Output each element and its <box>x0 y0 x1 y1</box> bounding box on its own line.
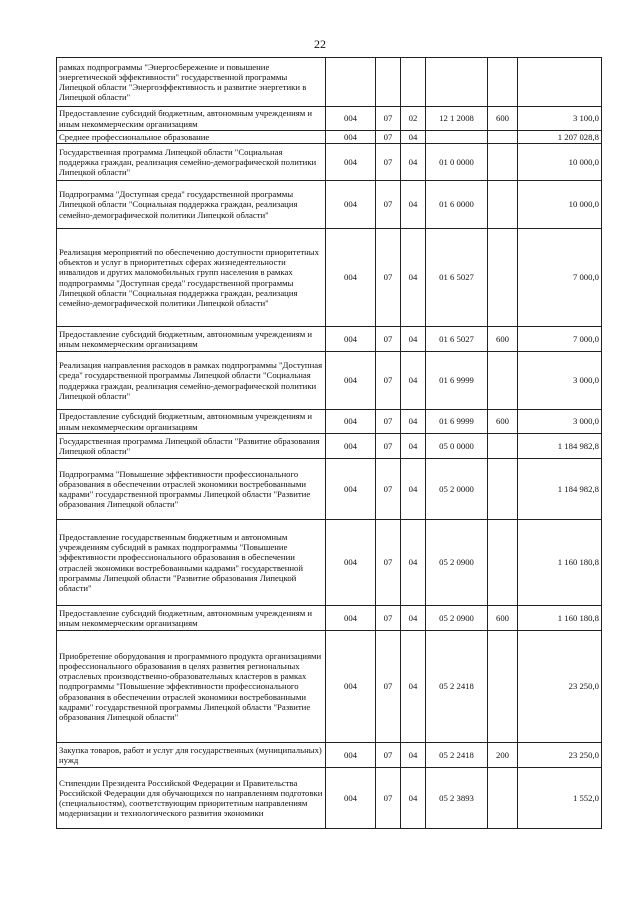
table-row <box>57 459 602 520</box>
cell-subsection-code: 04 <box>401 410 426 434</box>
cell-name: Государственная программа Липецкой области "Развитие образования Липецкой области" <box>57 434 326 459</box>
table-row <box>57 131 602 144</box>
cell-subsection-code: 04 <box>401 631 426 743</box>
cell-expense-type <box>488 181 518 229</box>
cell-expense-type <box>488 434 518 459</box>
cell-target-item <box>426 58 488 107</box>
table-row <box>57 181 602 229</box>
cell-ministry-code: 004 <box>326 229 376 327</box>
page-number: 22 <box>314 37 326 51</box>
cell-name: Предоставление субсидий бюджетным, автономным учреждениям и иным некоммерческим организациям <box>57 410 326 434</box>
cell-section-code: 07 <box>376 144 401 181</box>
cell-name: Предоставление субсидий бюджетным, автономным учреждениям и иным некоммерческим организациям <box>57 327 326 352</box>
cell-expense-type <box>488 631 518 743</box>
cell-ministry-code: 004 <box>326 606 376 631</box>
cell-ministry-code: 004 <box>326 631 376 743</box>
cell-expense-type: 200 <box>488 743 518 768</box>
cell-section-code: 07 <box>376 631 401 743</box>
cell-amount: 3 000,0 <box>518 410 602 434</box>
cell-amount <box>518 58 602 107</box>
cell-subsection-code: 04 <box>401 144 426 181</box>
cell-target-item: 05 2 2418 <box>426 631 488 743</box>
cell-name: Государственная программа Липецкой области "Социальная поддержка граждан, реализация семейно-демографической политики Липецкой области" <box>57 144 326 181</box>
cell-name: Предоставление субсидий бюджетным, автономным учреждениям и иным некоммерческим организациям <box>57 107 326 131</box>
cell-expense-type <box>488 352 518 410</box>
cell-section-code: 07 <box>376 352 401 410</box>
cell-ministry-code: 004 <box>326 768 376 829</box>
cell-ministry-code <box>326 58 376 107</box>
cell-expense-type <box>488 229 518 327</box>
cell-target-item: 05 2 0000 <box>426 459 488 520</box>
cell-section-code: 07 <box>376 768 401 829</box>
cell-expense-type <box>488 768 518 829</box>
cell-ministry-code: 004 <box>326 410 376 434</box>
cell-amount: 1 160 180,8 <box>518 606 602 631</box>
cell-target-item: 05 2 0900 <box>426 606 488 631</box>
cell-name: Приобретение оборудования и программного продукта организациями профессионального образования в целях развития региональных отраслевых производственно-образовательных кластеров в рамках подпрограммы "Повышение эффективности профессионального образования в обеспечении отраслей экономики востребованными кадрами" государственной программы Липецкой области "Развитие образования Липецкой области" <box>57 631 326 743</box>
cell-section-code: 07 <box>376 520 401 606</box>
cell-name: Стипендии Президента Российской Федерации и Правительства Российской Федерации для обучающихся по направлениям подготовки (специальностям), соответствующим приоритетным направлениям модернизации и технологического развития экономики <box>57 768 326 829</box>
cell-target-item: 01 6 9999 <box>426 352 488 410</box>
cell-amount: 1 184 982,8 <box>518 459 602 520</box>
cell-amount: 3 100,0 <box>518 107 602 131</box>
table-row <box>57 58 602 107</box>
cell-subsection-code: 02 <box>401 107 426 131</box>
cell-subsection-code: 04 <box>401 229 426 327</box>
cell-target-item: 05 0 0000 <box>426 434 488 459</box>
cell-section-code: 07 <box>376 131 401 144</box>
cell-ministry-code: 004 <box>326 520 376 606</box>
cell-amount: 10 000,0 <box>518 181 602 229</box>
cell-subsection-code: 04 <box>401 181 426 229</box>
cell-amount: 23 250,0 <box>518 743 602 768</box>
cell-name: Закупка товаров, работ и услуг для государственных (муниципальных) нужд <box>57 743 326 768</box>
cell-target-item: 05 2 2418 <box>426 743 488 768</box>
table-row <box>57 520 602 606</box>
cell-subsection-code: 04 <box>401 606 426 631</box>
cell-ministry-code: 004 <box>326 327 376 352</box>
cell-ministry-code: 004 <box>326 743 376 768</box>
cell-target-item: 01 0 0000 <box>426 144 488 181</box>
table-row <box>57 768 602 829</box>
table-row <box>57 434 602 459</box>
cell-section-code <box>376 58 401 107</box>
table-row <box>57 107 602 131</box>
cell-amount: 23 250,0 <box>518 631 602 743</box>
cell-amount: 10 000,0 <box>518 144 602 181</box>
cell-expense-type <box>488 520 518 606</box>
cell-subsection-code: 04 <box>401 327 426 352</box>
cell-section-code: 07 <box>376 410 401 434</box>
cell-expense-type: 600 <box>488 327 518 352</box>
cell-section-code: 07 <box>376 434 401 459</box>
cell-name: Предоставление субсидий бюджетным, автономным учреждениям и иным некоммерческим организациям <box>57 606 326 631</box>
cell-expense-type <box>488 58 518 107</box>
cell-section-code: 07 <box>376 606 401 631</box>
cell-subsection-code <box>401 58 426 107</box>
cell-name: Подпрограмма "Доступная среда" государственной программы Липецкой области "Социальная поддержка граждан, реализация семейно-демографической политики Липецкой области" <box>57 181 326 229</box>
table-row <box>57 410 602 434</box>
cell-ministry-code: 004 <box>326 459 376 520</box>
cell-name: Среднее профессиональное образование <box>57 131 326 144</box>
cell-target-item: 01 6 9999 <box>426 410 488 434</box>
cell-ministry-code: 004 <box>326 434 376 459</box>
cell-target-item: 01 6 0000 <box>426 181 488 229</box>
budget-table <box>56 57 602 829</box>
cell-target-item: 01 6 5027 <box>426 327 488 352</box>
cell-amount: 1 160 180,8 <box>518 520 602 606</box>
cell-target-item: 01 6 5027 <box>426 229 488 327</box>
cell-name: Подпрограмма "Повышение эффективности профессионального образования в обеспечении отраслей экономики востребованными кадрами" государственной программы Липецкой области "Развитие образования Липецкой области" <box>57 459 326 520</box>
cell-section-code: 07 <box>376 181 401 229</box>
table-row <box>57 631 602 743</box>
cell-ministry-code: 004 <box>326 144 376 181</box>
cell-expense-type <box>488 144 518 181</box>
table-row <box>57 144 602 181</box>
cell-section-code: 07 <box>376 327 401 352</box>
cell-amount: 7 000,0 <box>518 327 602 352</box>
cell-subsection-code: 04 <box>401 520 426 606</box>
cell-target-item: 12 1 2008 <box>426 107 488 131</box>
cell-subsection-code: 04 <box>401 768 426 829</box>
cell-ministry-code: 004 <box>326 352 376 410</box>
cell-expense-type: 600 <box>488 606 518 631</box>
cell-ministry-code: 004 <box>326 107 376 131</box>
cell-expense-type <box>488 131 518 144</box>
table-row <box>57 743 602 768</box>
cell-name: Реализация направления расходов в рамках подпрограммы "Доступная среда" государственной программы Липецкой области "Социальная поддержка граждан, реализация семейно-демографической политики Липецкой области" <box>57 352 326 410</box>
cell-amount: 7 000,0 <box>518 229 602 327</box>
budget-table-body <box>57 58 602 829</box>
cell-ministry-code: 004 <box>326 181 376 229</box>
cell-subsection-code: 04 <box>401 743 426 768</box>
cell-section-code: 07 <box>376 743 401 768</box>
cell-amount: 1 207 028,8 <box>518 131 602 144</box>
cell-subsection-code: 04 <box>401 131 426 144</box>
cell-name: Реализация мероприятий по обеспечению доступности приоритетных объектов и услуг в приоритетных сферах жизнедеятельности инвалидов и других маломобильных групп населения в рамках подпрограммы "Доступная среда" государственной программы Липецкой области "Социальная поддержка граждан, реализация семейно-демографической политики Липецкой области" <box>57 229 326 327</box>
cell-subsection-code: 04 <box>401 352 426 410</box>
cell-target-item: 05 2 0900 <box>426 520 488 606</box>
cell-name: рамках подпрограммы "Энергосбережение и повышение энергетической эффективности" государственной программы Липецкой области "Энергоэффективность и развитие энергетики в Липецкой области" <box>57 58 326 107</box>
cell-amount: 1 552,0 <box>518 768 602 829</box>
cell-section-code: 07 <box>376 229 401 327</box>
cell-target-item <box>426 131 488 144</box>
cell-section-code: 07 <box>376 459 401 520</box>
cell-section-code: 07 <box>376 107 401 131</box>
cell-expense-type: 600 <box>488 107 518 131</box>
cell-expense-type <box>488 459 518 520</box>
cell-expense-type: 600 <box>488 410 518 434</box>
cell-name: Предоставление государственным бюджетным и автономным учреждениям субсидий в рамках подпрограммы "Повышение эффективности профессионального образования в обеспечении отраслей экономики востребованными кадрами" государственной программы Липецкой области "Развитие образования Липецкой области" <box>57 520 326 606</box>
table-row <box>57 352 602 410</box>
cell-ministry-code: 004 <box>326 131 376 144</box>
cell-amount: 1 184 982,8 <box>518 434 602 459</box>
table-row <box>57 606 602 631</box>
table-row <box>57 229 602 327</box>
cell-subsection-code: 04 <box>401 434 426 459</box>
table-row <box>57 327 602 352</box>
cell-target-item: 05 2 3893 <box>426 768 488 829</box>
cell-amount: 3 000,0 <box>518 352 602 410</box>
cell-subsection-code: 04 <box>401 459 426 520</box>
